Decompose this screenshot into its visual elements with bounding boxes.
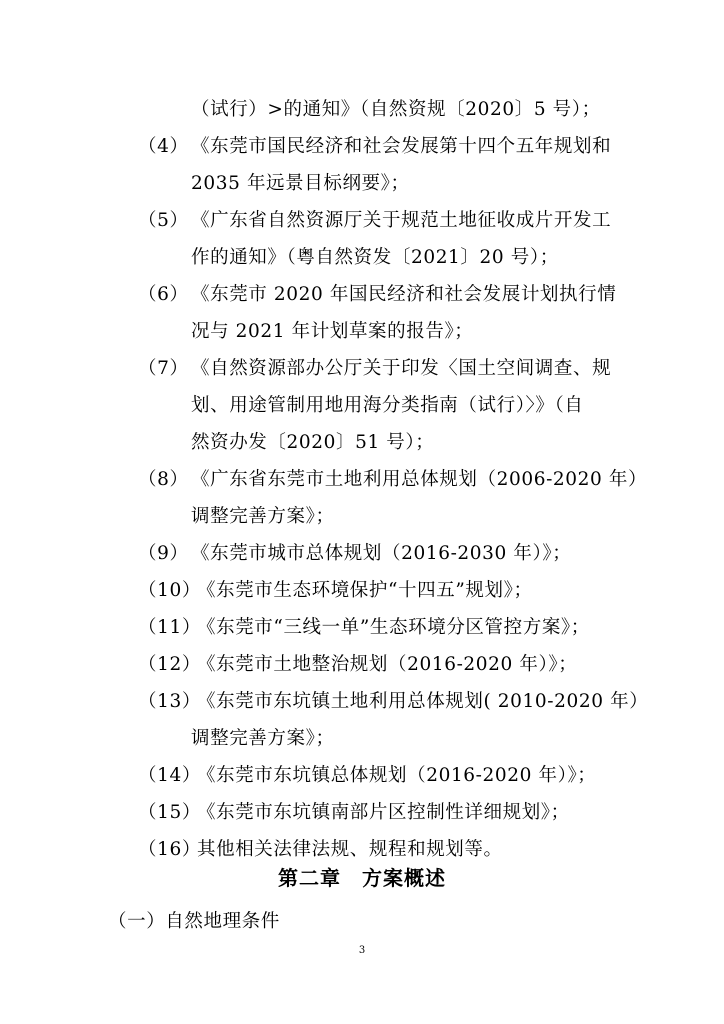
- list-item-text: 《东莞市土地整治规划（2016-2020 年）》；: [197, 654, 578, 675]
- list-item-text: 其他相关法律法规、规程和规划等。: [197, 839, 503, 860]
- list-item-number: （7）: [138, 358, 189, 379]
- list-item-number: （9）: [138, 543, 189, 564]
- list-item-text: 调整完善方案》；: [191, 506, 335, 527]
- list-item-number: （4）: [138, 136, 189, 157]
- list-item-number: （13）: [138, 691, 201, 712]
- list-item-text: 《东莞市城市总体规划（2016-2030 年）》；: [191, 543, 572, 564]
- list-item-text: 《东莞市生态环境保护“十四五”规划》；: [197, 580, 533, 601]
- list-item-text: 《东莞市东坑镇土地利用总体规划( 2010-2020 年）: [197, 691, 649, 712]
- list-item-text: 作的通知》（粤自然资发〔2021〕20 号）；: [191, 247, 559, 268]
- list-item-text: 调整完善方案》；: [191, 728, 335, 749]
- list-item-text: 《自然资源部办公厅关于印发〈国土空间调查、规: [191, 358, 612, 379]
- list-item-number: （16）: [138, 839, 201, 860]
- list-item-text: 《东莞市 2020 年国民经济和社会发展计划执行情: [191, 284, 617, 305]
- list-item-number: （14）: [138, 765, 201, 786]
- list-item-text: 《东莞市国民经济和社会发展第十四个五年规划和: [191, 136, 612, 157]
- page-number: 3: [358, 945, 366, 956]
- list-item-text: 《东莞市东坑镇南部片区控制性详细规划》；: [197, 802, 570, 823]
- list-item-text: 《东莞市东坑镇总体规划（2016-2020 年）》；: [197, 765, 597, 786]
- list-item-number: （11）: [138, 617, 201, 638]
- list-item-text: 然资办发〔2020〕51 号）；: [191, 432, 435, 453]
- list-item-text: 《广东省自然资源厅关于规范土地征收成片开发工: [191, 210, 612, 231]
- chapter-heading: 第二章 方案概述: [278, 866, 446, 890]
- list-item-number: （10）: [138, 580, 201, 601]
- list-item-text: 《东莞市“三线一单”生态环境分区管控方案》；: [197, 617, 590, 638]
- list-item-continuation: （试行）>的通知》（自然资规〔2020〕5 号）；: [191, 99, 601, 120]
- section-heading: （一）自然地理条件: [108, 911, 280, 932]
- list-item-text: 划、用途管制用地用海分类指南（试行）〉》（自: [191, 395, 584, 416]
- list-item-number: （8）: [138, 469, 189, 490]
- list-item-number: （15）: [138, 802, 201, 823]
- list-item-number: （12）: [138, 654, 201, 675]
- list-item-text: 况与 2021 年计划草案的报告》；: [191, 321, 474, 342]
- list-item-number: （6）: [138, 284, 189, 305]
- list-item-text: 《广东省东莞市土地利用总体规划（2006-2020 年）: [191, 469, 648, 490]
- list-item-text: 2035 年远景目标纲要》；: [191, 173, 410, 194]
- list-item-number: （5）: [138, 210, 189, 231]
